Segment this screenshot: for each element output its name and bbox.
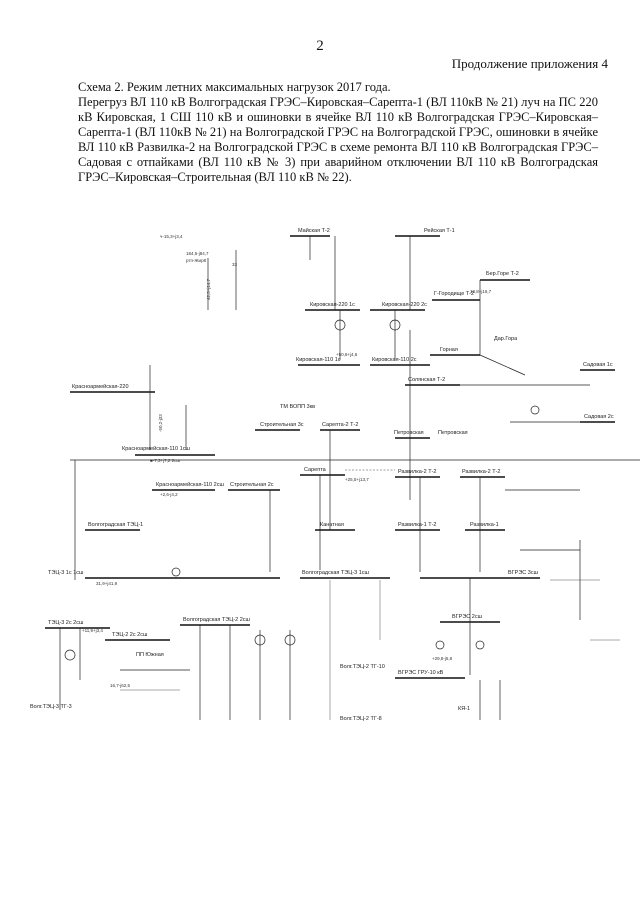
label-tec3-tg: Волг.ТЭЦ-3 ТГ-3: [30, 704, 72, 710]
flow-10: 16,7-j62,5: [110, 683, 131, 688]
svg-text:ртп-Жир8: ртп-Жир8: [186, 258, 207, 263]
label-dar-gora: Дар.Гора: [494, 336, 518, 342]
svg-text:18,8+j16,7: 18,8+j16,7: [470, 289, 492, 294]
label-krasnoarmeyskaya-220: Красноармейская-220: [72, 384, 129, 390]
flow-8: +11,9+j3,4: [82, 628, 103, 633]
label-volgogradskaya-tec1: Волгоградская ТЭЦ-1: [88, 522, 144, 528]
label-razvilka-t1: Развилка-1 Т-2: [398, 522, 437, 528]
label-tm-vopp: ТМ ВОПП 3кв: [280, 404, 316, 410]
label-razvilka-1: Развилка-1: [470, 522, 499, 528]
label-pp-yuzhnaya: ПП Южная: [136, 652, 164, 658]
svg-text:■-7,3+j7,2 2сш: ■-7,3+j7,2 2сш: [150, 458, 180, 463]
label-kirovskaya-220-2: Кировская-220 2с: [382, 302, 427, 308]
scheme-description: Перегруз ВЛ 110 кВ Волгоградская ГРЭС–Кировская–Сарепта-1 (ВЛ 110кВ № 21) луч на ПС 220 кВ Кировская, 1 СШ 110 кВ и ошиновки в ячейке ВЛ 110 кВ Волгоградская ГРЭС–Кировская–Сарепта-1 (ВЛ 110кВ № 21) на Волгоградской ГРЭС на Волгоградской ГРЭС, ошиновки в ячейке ВЛ 110 кВ Развилка-2 на Волгоградской ГРЭС в схеме ремонта ВЛ 110 кВ Волгоградская ГРЭС–Садовая с отпайками (ВЛ 110 кВ № 3) при аварийном отключении ВЛ 110 кВ Волгоградская ГРЭС–Кировская–Строительная (ВЛ 110 кВ № 22).: [78, 95, 598, 184]
label-tec2-tg: Волг.ТЭЦ-2 ТГ-8: [340, 716, 382, 722]
label-vgres-3: ВГРЭС 3сш: [508, 570, 538, 576]
label-gornaya: Горная: [440, 347, 458, 353]
label-krasnoarmeyskaya-110: Красноармейская-110 1сш: [122, 446, 190, 452]
label-mayskaya: Майская Т-2: [298, 228, 330, 234]
svg-text:33: 33: [232, 262, 238, 267]
label-kr-1: КЯ-1: [458, 706, 471, 712]
label-kirovskaya-220: Кировская-220 1с: [310, 302, 355, 308]
flow-5: +25,5+j13,7: [345, 477, 369, 482]
label-razvilka-t2b: Развилка-2 Т-2: [462, 469, 501, 475]
label-solyanskaya: Солянская Т-2: [408, 377, 446, 383]
flow-7: 31,9+j41,9: [96, 581, 118, 586]
label-sarepta-t12: Сарепта-2 Т-2: [322, 422, 359, 428]
label-vgres-gru: ВГРЭС ГРУ-10 кВ: [398, 670, 444, 676]
label-tec3-1s: ТЭЦ-3 1с 1сш: [48, 570, 84, 576]
flow-1: 184,5-j84,7: [186, 251, 209, 256]
label-petrovskaya-2: Петровская: [438, 430, 468, 436]
label-sadovaya-1: Садовая 1с: [583, 362, 613, 368]
svg-text:ч-15,3+j3,4: ч-15,3+j3,4: [160, 234, 183, 239]
label-tec3-2s: ТЭЦ-3 2с 2сш: [48, 620, 84, 626]
label-tec2-tg2: Волг.ТЭЦ-2 ТГ-10: [340, 664, 385, 670]
label-krasnoarmeyskaya-110-2: Красноармейская-110 2сш: [156, 482, 224, 488]
flow-3: +50,6+j4,6: [336, 352, 358, 357]
flow-6: +2,6-j4,2: [160, 492, 178, 497]
page-number: 2: [316, 38, 324, 54]
label-stroitelnaya: Строительная 3с: [260, 422, 304, 428]
scheme-title: Схема 2. Режим летних максимальных нагрузок 2017 года.: [78, 80, 391, 94]
label-tec2-2s: ТЭЦ-2 2с 2сш: [112, 632, 148, 638]
label-gorodishche: Г-Городище Т-2: [434, 291, 475, 297]
label-reyskaya: Рейская Т-1: [424, 228, 455, 234]
label-kanatnaya: Канатная: [320, 522, 344, 528]
label-bergorod: Бер.Горе Т-2: [486, 271, 519, 277]
label-volgogradskaya-tec2: Волгоградская ТЭЦ-2 2сш: [183, 617, 250, 623]
appendix-label: Продолжение приложения 4: [451, 56, 608, 71]
power-grid-diagram: [0, 200, 640, 905]
flow-9: +29,8-j5,8: [432, 656, 453, 661]
label-sarepta: Сарепта: [304, 467, 326, 473]
label-razvilka-t2: Развилка-2 Т-2: [398, 469, 437, 475]
label-stroitelnaya-2: Строительная 2с: [230, 482, 274, 488]
label-kirovskaya-110: Кировская-110 1с: [296, 357, 341, 363]
label-vgres-2: ВГРЭС 2сш: [452, 614, 482, 620]
label-volgogradskaya-tec3: Волгоградская ТЭЦ-3 1сш: [302, 570, 369, 576]
label-sadovaya: Садовая 2с: [584, 414, 614, 420]
scheme-heading: [78, 80, 598, 185]
label-petrovskaya: Петровская: [394, 430, 424, 436]
flow-4: -50,2-j33: [158, 414, 163, 432]
label-kirovskaya-110-2: Кировская-110 2с: [372, 357, 417, 363]
flow-2: 42,5+j14,7: [206, 278, 211, 300]
